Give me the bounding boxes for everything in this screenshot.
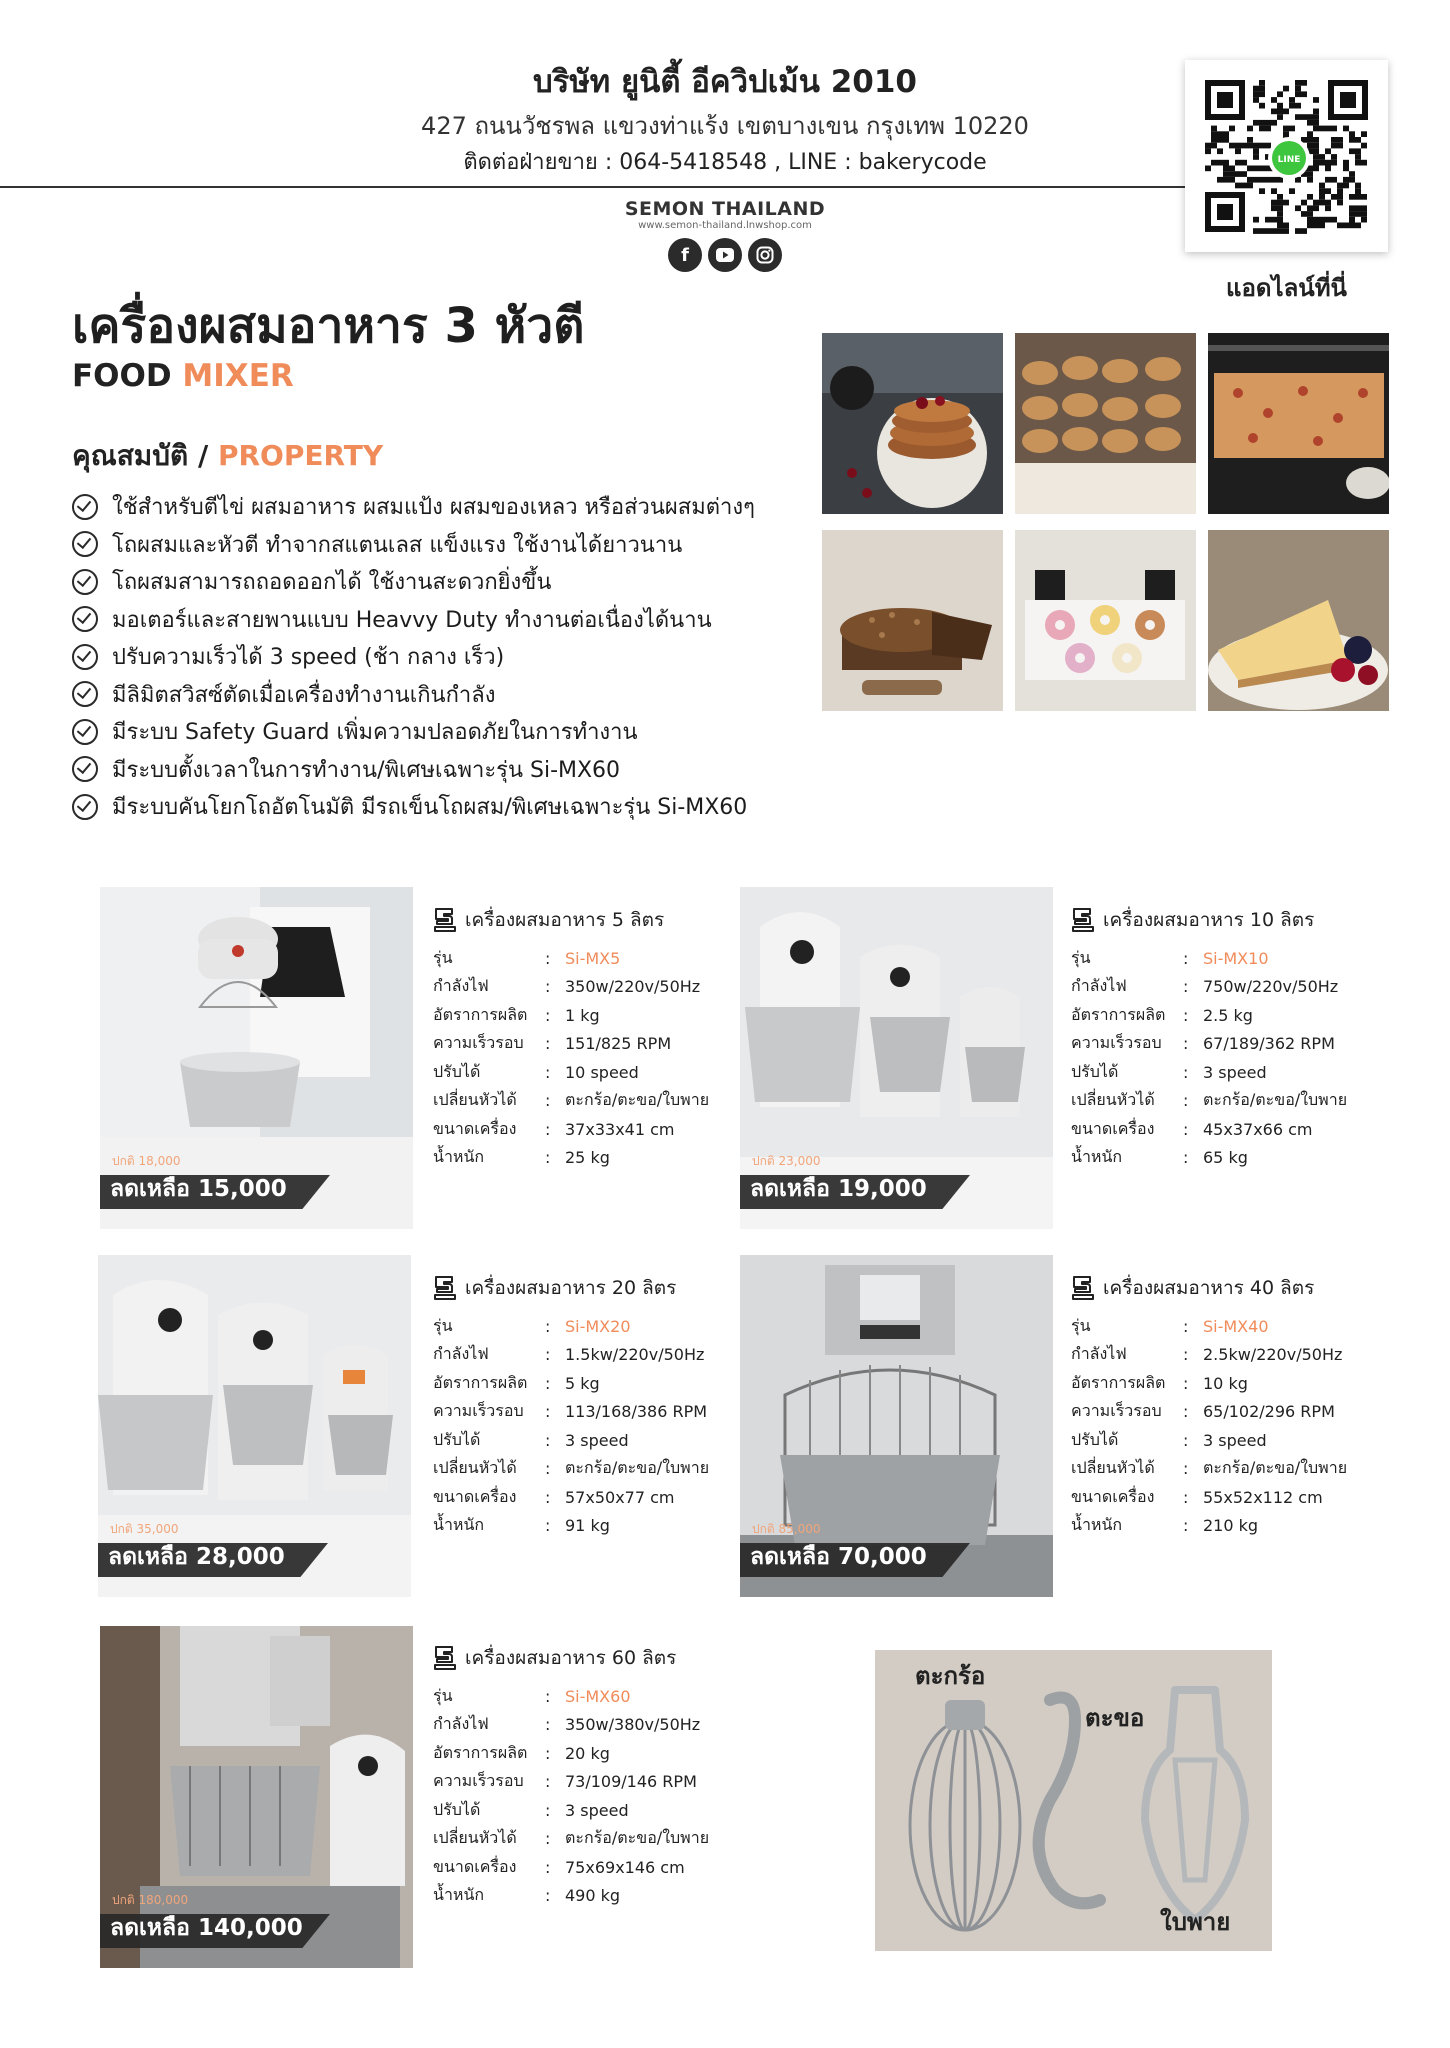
instagram-icon[interactable]: [748, 238, 782, 272]
company-address: 427 ถนนวัชรพล แขวงท่าแร้ง เขตบางเขน กรุงเทพ 10220: [421, 112, 1029, 140]
line-logo-text: LINE: [1277, 155, 1301, 165]
mixer-icon: [433, 1275, 457, 1301]
brand-name: SEMON THAILAND: [624, 198, 826, 220]
feature-item: มอเตอร์และสายพานแบบ Heavvy Duty ทำงานต่อเนื่องได้นาน: [72, 601, 812, 639]
old-price: ปกติ 85,000: [752, 1522, 821, 1536]
page-subtitle: [72, 358, 294, 394]
feature-item: มีลิมิตสวิสซ์ตัดเมื่อเครื่องทำงานเกินกำลัง: [72, 676, 812, 714]
product-image-mx60: [100, 1626, 413, 1968]
spec-heading: เครื่องผสมอาหาร 20 ลิตร: [433, 1273, 753, 1303]
old-price: ปกติ 180,000: [112, 1893, 189, 1907]
feature-item: โถผสมและหัวตี ทำจากสแตนเลส แข็งแรง ใช้งานได้ยาวนาน: [72, 526, 812, 564]
model-value: Si-MX40: [1203, 1316, 1269, 1336]
check-circle-icon: [72, 719, 98, 745]
photo-cake: [822, 530, 1003, 711]
spec-table-mx5: เครื่องผสมอาหาร 5 ลิตร รุ่น : Si-MX5 กำลังไฟ : 350w/220v/50Hz อัตราการผลิต : 1 kg ความเร็วรอบ : 151/825 RPM ปรับได้ : 10 speed เปลี่ยนหัวได้ : ตะกร้อ/ตะขอ/ใบพาย ขนาดเครื่อง : 37x33x41 cm น้ำหนัก : 25 kg: [433, 905, 753, 1172]
check-circle-icon: [72, 644, 98, 670]
old-price: ปกติ 23,000: [752, 1154, 821, 1168]
sales-contact: ติดต่อฝ่ายขาย : 064-5418548 , LINE : bakerycode: [463, 150, 987, 175]
check-circle-icon: [72, 794, 98, 820]
sale-price: ลดเหลือ 19,000: [750, 1176, 927, 1202]
photo-pancakes: [822, 333, 1003, 514]
feature-item: มีระบบ Safety Guard เพิ่มความปลอดภัยในการทำงาน: [72, 713, 812, 751]
header-divider: [0, 186, 1185, 188]
sale-price: ลดเหลือ 140,000: [110, 1915, 303, 1941]
qr-code-graphic: [1185, 60, 1388, 252]
model-value: Si-MX5: [565, 948, 621, 968]
photo-donuts: [1015, 530, 1196, 711]
sale-price: ลดเหลือ 28,000: [108, 1544, 285, 1570]
property-heading-th: คุณสมบัติ /: [72, 439, 209, 472]
check-circle-icon: [72, 569, 98, 595]
qr-caption: แอดไลน์ที่นี่: [1226, 274, 1347, 302]
feature-item: มีระบบคันโยกโถอัตโนมัติ มีรถเข็นโถผสม/พิเศษเฉพาะรุ่น Si-MX60: [72, 788, 812, 826]
spec-heading: เครื่องผสมอาหาร 40 ลิตร: [1071, 1273, 1391, 1303]
subtitle-highlight: MIXER: [182, 358, 294, 394]
check-circle-icon: [72, 681, 98, 707]
photo-cheesecake: [1208, 530, 1389, 711]
mixer-icon: [1071, 1275, 1095, 1301]
property-heading-en: PROPERTY: [217, 439, 384, 472]
feature-list: [72, 488, 812, 826]
model-value: Si-MX60: [565, 1686, 631, 1706]
mixer-icon: [1071, 907, 1095, 933]
feature-item: โถผสมสามารถถอดออกได้ ใช้งานสะดวกยิ่งขึ้น: [72, 563, 812, 601]
photo-pizza-oven: [1208, 333, 1389, 514]
spec-table-mx60: เครื่องผสมอาหาร 60 ลิตร รุ่น : Si-MX60 กำลังไฟ : 350w/380v/50Hz อัตราการผลิต : 20 kg ความเร็วรอบ : 73/109/146 RPM ปรับได้ : 3 speed เปลี่ยนหัวได้ : ตะกร้อ/ตะขอ/ใบพาย ขนาดเครื่อง : 75x69x146 cm น้ำหนัก : 490 kg: [433, 1643, 753, 1910]
mixer-icon: [433, 907, 457, 933]
model-value: Si-MX20: [565, 1316, 631, 1336]
feature-item: มีระบบตั้งเวลาในการทำงาน/พิเศษเฉพาะรุ่น Si-MX60: [72, 751, 812, 789]
spec-heading: เครื่องผสมอาหาร 60 ลิตร: [433, 1643, 753, 1673]
check-circle-icon: [72, 756, 98, 782]
property-heading: [72, 434, 383, 478]
youtube-icon[interactable]: [708, 238, 742, 272]
product-image-mx10: [740, 887, 1053, 1229]
facebook-icon[interactable]: f: [668, 238, 702, 272]
photo-cookies: [1015, 333, 1196, 514]
check-circle-icon: [72, 606, 98, 632]
model-value: Si-MX10: [1203, 948, 1269, 968]
spec-heading: เครื่องผสมอาหาร 5 ลิตร: [433, 905, 753, 935]
page-title: เครื่องผสมอาหาร 3 หัวตี: [72, 298, 585, 354]
social-links: [665, 238, 785, 274]
sale-price: ลดเหลือ 15,000: [110, 1176, 287, 1202]
feature-item: ปรับความเร็วได้ 3 speed (ช้า กลาง เร็ว): [72, 638, 812, 676]
spec-table-mx20: เครื่องผสมอาหาร 20 ลิตร รุ่น : Si-MX20 กำลังไฟ : 1.5kw/220v/50Hz อัตราการผลิต : 5 kg ความเร็วรอบ : 113/168/386 RPM ปรับได้ : 3 speed เปลี่ยนหัวได้ : ตะกร้อ/ตะขอ/ใบพาย ขนาดเครื่อง : 57x50x77 cm น้ำหนัก : 91 kg: [433, 1273, 753, 1540]
whisk-label: ตะกร้อ: [915, 1662, 986, 1690]
product-image-mx40: [740, 1255, 1053, 1597]
sale-price: ลดเหลือ 70,000: [750, 1544, 927, 1570]
old-price: ปกติ 35,000: [110, 1522, 179, 1536]
spec-table-mx10: เครื่องผสมอาหาร 10 ลิตร รุ่น : Si-MX10 กำลังไฟ : 750w/220v/50Hz อัตราการผลิต : 2.5 kg ความเร็วรอบ : 67/189/362 RPM ปรับได้ : 3 speed เปลี่ยนหัวได้ : ตะกร้อ/ตะขอ/ใบพาย ขนาดเครื่อง : 45x37x66 cm น้ำหนัก : 65 kg: [1071, 905, 1391, 1172]
product-image-mx20: [98, 1255, 411, 1597]
spec-heading: เครื่องผสมอาหาร 10 ลิตร: [1071, 905, 1391, 935]
attachments-photo: [875, 1650, 1272, 1951]
company-name: บริษัท ยูนิตี้ อีควิปเม้น 2010: [532, 64, 917, 100]
paddle-label: ใบพาย: [1160, 1908, 1231, 1936]
hook-label: ตะขอ: [1085, 1704, 1145, 1732]
line-qr-code[interactable]: [1185, 60, 1388, 252]
feature-item: ใช้สำหรับตีไข่ ผสมอาหาร ผสมแป้ง ผสมของเหลว หรือส่วนผสมต่างๆ: [72, 488, 812, 526]
old-price: ปกติ 18,000: [112, 1154, 181, 1168]
subtitle-prefix: FOOD: [72, 358, 172, 394]
spec-table-mx40: เครื่องผสมอาหาร 40 ลิตร รุ่น : Si-MX40 กำลังไฟ : 2.5kw/220v/50Hz อัตราการผลิต : 10 kg ความเร็วรอบ : 65/102/296 RPM ปรับได้ : 3 speed เปลี่ยนหัวได้ : ตะกร้อ/ตะขอ/ใบพาย ขนาดเครื่อง : 55x52x112 cm น้ำหนัก : 210 kg: [1071, 1273, 1391, 1540]
check-circle-icon: [72, 531, 98, 557]
check-circle-icon: [72, 494, 98, 520]
product-image-mx5: [100, 887, 413, 1229]
brand-url: www.semon-thailand.lnwshop.com: [638, 220, 812, 231]
mixer-icon: [433, 1645, 457, 1671]
